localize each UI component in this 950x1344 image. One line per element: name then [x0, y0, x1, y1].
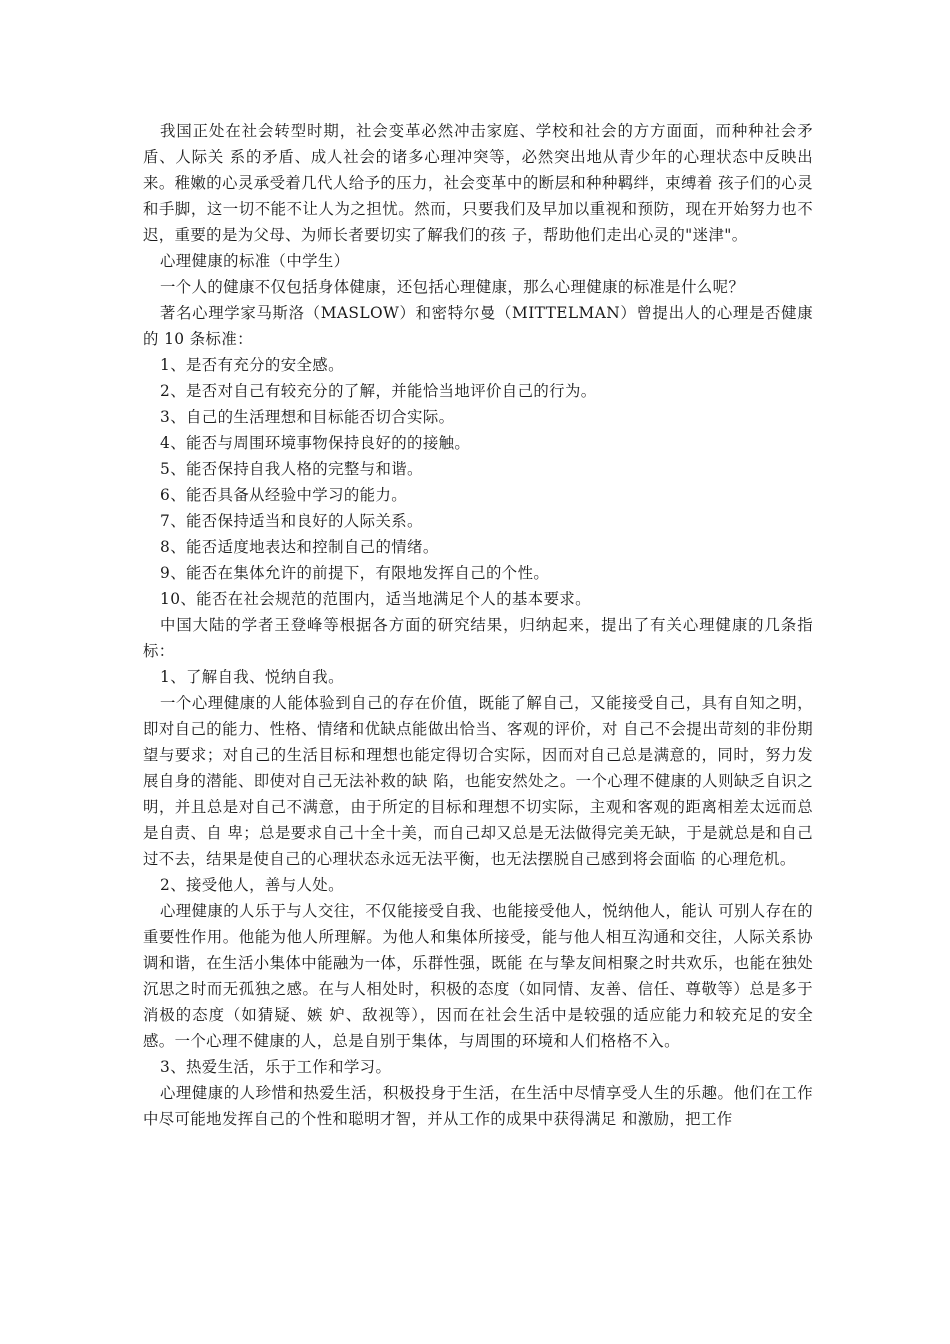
list-item: 6、能否具备从经验中学习的能力。 [160, 486, 408, 504]
list-item: 3、自己的生活理想和目标能否切合实际。 [160, 408, 455, 426]
body-paragraph: 心理健康的人乐于与人交往，不仅能接受自我、也能接受他人，悦纳他人，能认 可别人存在的重要性作用。他能为他人所理解。为他人和集体所接受，能与他人相互沟通和交往，人际关系协调和谐，在生活小集体中能融为一体，乐群性强，既能 在与挚友间相聚之时共欢乐，也能在独处沉思之时而无孤独之感。在与人相处时，积极的态度（如同情、友善、信任、尊敬等）总是多于消极的态度（如猜疑、嫉 妒、敌视等），因而在社会生活中是较强的适应能力和较充足的安全感。一个心理不健康的人，总是自别于集体，与周围的环境和人们格格不入。 [143, 902, 813, 1050]
section-heading: 心理健康的标准（中学生） [160, 252, 350, 270]
list-item: 10、能否在社会规范的范围内，适当地满足个人的基本要求。 [160, 590, 591, 608]
list-item: 9、能否在集体允许的前提下，有限地发挥自己的个性。 [160, 564, 550, 582]
list-item: 4、能否与周围环境事物保持良好的的接触。 [160, 434, 471, 452]
body-paragraph: 一个心理健康的人能体验到自己的存在价值，既能了解自己，又能接受自己，具有自知之明，即对自己的能力、性格、情绪和优缺点能做出恰当、客观的评价，对 自己不会提出苛刻的非份期望与要求；对自己的生活目标和理想也能定得切合实际，因而对自己总是满意的，同时，努力发展自身的潜能、即使对自己无法补救的缺 陷，也能安然处之。一个心理不健康的人则缺乏自识之明，并且总是对自己不满意，由于所定的目标和理想不切实际，主观和客观的距离相差太远而总是自责、自 卑；总是要求自己十全十美，而自己却又总是无法做得完美无缺，于是就总是和自己过不去，结果是使自己的心理状态永远无法平衡，也无法摆脱自己感到将会面临 的心理危机。 [143, 694, 813, 868]
body-paragraph: 著名心理学家马斯洛（MASLOW）和密特尔曼（MITTELMAN）曾提出人的心理是否健康的 10 条标准： [143, 304, 813, 348]
list-item: 7、能否保持适当和良好的人际关系。 [160, 512, 423, 530]
subheading: 1、了解自我、悦纳自我。 [160, 668, 344, 686]
body-paragraph: 中国大陆的学者王登峰等根据各方面的研究结果，归纳起来，提出了有关心理健康的几条指标： [143, 616, 813, 660]
subheading: 3、热爱生活，乐于工作和学习。 [160, 1058, 392, 1076]
subheading: 2、接受他人，善与人处。 [160, 876, 344, 894]
list-item: 8、能否适度地表达和控制自己的情绪。 [160, 538, 439, 556]
body-paragraph: 一个人的健康不仅包括身体健康，还包括心理健康，那么心理健康的标准是什么呢？ [160, 278, 745, 296]
list-item: 5、能否保持自我人格的完整与和谐。 [160, 460, 423, 478]
list-item: 2、是否对自己有较充分的了解，并能恰当地评价自己的行为。 [160, 382, 597, 400]
body-paragraph: 心理健康的人珍惜和热爱生活，积极投身于生活，在生活中尽情享受人生的乐趣。他们在工作中尽可能地发挥自己的个性和聪明才智，并从工作的成果中获得满足 和激励，把工作 [143, 1084, 813, 1128]
list-item: 1、是否有充分的安全感。 [160, 356, 344, 374]
document-body [143, 118, 813, 1132]
intro-paragraph: 我国正处在社会转型时期，社会变革必然冲击家庭、学校和社会的方方面面，而种种社会矛盾、人际关 系的矛盾、成人社会的诸多心理冲突等，必然突出地从青少年的心理状态中反映出来。稚嫩的心灵承受着几代人给予的压力，社会变革中的断层和种种羁绊，束缚着 孩子们的心灵和手脚，这一切不能不让人为之担忧。然而，只要我们及早加以重视和预防，现在开始努力也不迟，重要的是为父母、为师长者要切实了解我们的孩 子，帮助他们走出心灵的"迷津"。 [143, 122, 813, 244]
